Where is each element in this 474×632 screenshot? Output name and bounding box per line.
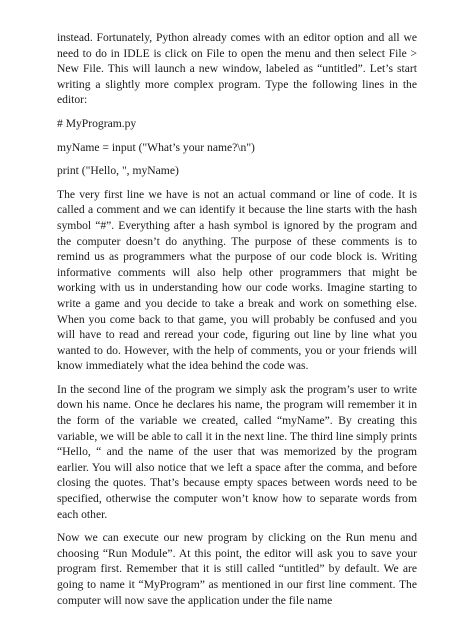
code-line-input: myName = input ("What’s your name?\n") bbox=[57, 140, 255, 154]
code-line-print: print ("Hello, ", myName) bbox=[57, 164, 179, 178]
run-module-paragraph: Now we can execute our new program by clicking on the Run menu and choosing “Run Module”. At this point, the editor will ask you to save your program first. Remember that it is still called “untitled” by default. We are going to name it “MyProgram” as mentioned in our first line comment. The computer will now save the application under the file name bbox=[57, 531, 417, 607]
comments-explanation-paragraph: The very first line we have is not an actual command or line of code. It is called a comment and we can identify it because the line starts with the hash symbol “#”. Everything after a hash symbol is ignored by the program and the computer doesn’t do anything. The purpose of these comments is to remind us as programmers what the purpose of our code block is. Writing informative comments will also help other programmers that might be working with us in understanding how our code works. Imagine starting to write a game and you decide to take a break and work on something else. When you come back to that game, you will probably be confused and you will have to read and reread your code, figuring out line by line what you wanted to do. However, with the help of comments, you or your friends will know immediately what the idea behind the code was. bbox=[57, 187, 417, 373]
intro-paragraph: instead. Fortunately, Python already comes with an editor option and all we need to do in IDLE is click on File to open the menu and then select File > New File. This will launch a new window, labeled as “untitled”. Let’s start writing a slightly more complex program. Type the following lines in the editor: bbox=[57, 31, 417, 107]
code-line-comment: # MyProgram.py bbox=[57, 116, 137, 130]
variable-explanation-paragraph: In the second line of the program we simply ask the program’s user to write down his name. Once he declares his name, the program will remember it in the form of the variable we created, called “myName”. By creating this variable, we will be able to call it in the next line. The third line simply prints “Hello, “ and the name of the user that was memorized by the program earlier. You will also notice that we left a space after the comma, and before closing the quotes. That’s because empty spaces between words need to be specified, otherwise the computer won’t know how to separate words from each other. bbox=[57, 382, 417, 521]
